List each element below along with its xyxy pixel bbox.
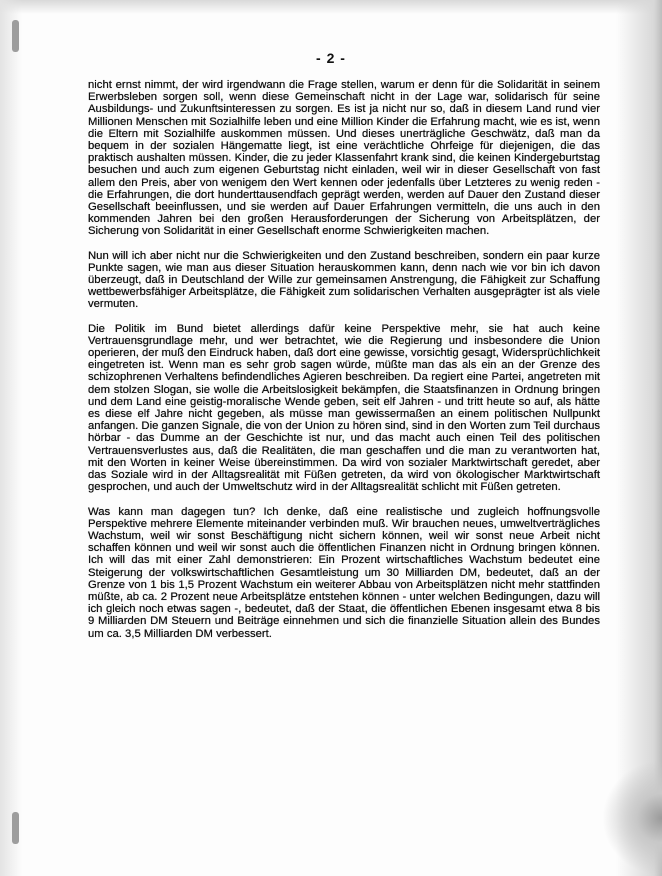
scan-shadow-right <box>616 0 662 876</box>
punch-hole-bottom <box>12 812 19 844</box>
paragraph: Die Politik im Bund bietet allerdings dafür keine Perspektive mehr, sie hat auch keine Vertrauensgrundlage mehr, und wer betrachtet, wie die Regierung und insbesondere die Union operieren, der muß den Eindruck haben, daß dort eine gewisse, vorsichtig gesagt, Widersprüchlichkeit eingetreten ist. Wenn man es sehr grob sagen würde, müßte man das als ein an der Grenze des schizophrenen Verhaltens befindendliches Agieren beschreiben. Da regiert eine Partei, angetreten mit dem stolzen Slogan, sie wolle die Arbeitslosigkeit bekämpfen, die Staatsfinanzen in Ordnung bringen und dem Land eine geistig-moralische Wende geben, seit elf Jahren - und tritt heute so auf, als hätte es diese elf Jahre nicht gegeben, als müsse man gewissermaßen an einem politischen Nullpunkt anfangen. Die ganzen Signale, die von der Union zu hören sind, sind in den Worten zum Teil durchaus hörbar - das Dumme an der Geschichte ist nur, und das macht auch einen Teil des politischen Vertrauensverlustes aus, daß die Realitäten, die man geschaffen und die man zu verantworten hat, mit den Worten in keiner Weise übereinstimmen. Da wird von sozialer Marktwirtschaft geredet, aber das Soziale wird in der Alltagsrealität mit Füßen getreten, da wird von ökologischer Marktwirtschaft gesprochen, und auch der Umweltschutz wird in der Alltagsrealität schlicht mit Füßen getreten. <box>88 322 600 494</box>
scan-noise <box>602 760 662 876</box>
paragraph: Nun will ich aber nicht nur die Schwierigkeiten und den Zustand beschreiben, sondern ein paar kurze Punkte sagen, wie man aus dieser Situation herauskommen kann, denn nach wie vor bin ich davon überzeugt, daß in Deutschland der Wille zur gemeinsamen Anstrengung, die Fähigkeit zur Schaffung wettbewerbsfähiger Arbeitsplätze, die Fähigkeit zum solidarischen Verhalten ausgeprägter ist als viele vermuten. <box>88 249 600 311</box>
paragraph: nicht ernst nimmt, der wird irgendwann die Frage stellen, warum er denn für die Solidarität in seinem Erwerbsleben sorgen soll, wenn diese Gemeinschaft nicht in der Lage war, solidarisch für seine Ausbildungs- und Zukunftsinteressen zu sorgen. Es ist ja nicht nur so, daß in diesem Land rund vier Millionen Menschen mit Sozialhilfe leben und eine Million Kinder die Erfahrung macht, wie es ist, wenn die Eltern mit Sozialhilfe auskommen müssen. Und dieses unerträgliche Geschwätz, daß man da bequem in der sozialen Hängematte liegt, ist eine verächtliche Ohrfeige für diejenigen, die das praktisch aushalten müssen. Kinder, die zu jeder Klassenfahrt krank sind, die keinen Kindergeburtstag besuchen und auch zum eigenen Geburtstag nicht einladen, weil wir in dieser Gesellschaft von fast allem den Preis, aber von wenigem den Wert kennen oder jedenfalls über Letzteres zu wenig reden - die Erfahrungen, die dort hunderttausendfach geprägt werden, werden auf Dauer den Zustand dieser Gesellschaft beeinflussen, und sie werden auf Dauer Erfahrungen vermitteln, die uns auch in den kommenden Jahren bei den großen Herausforderungen der Sicherung von Arbeitsplätzen, der Sicherung von Solidarität in einer Gesellschaft enorme Schwierigkeiten machen. <box>88 79 600 238</box>
punch-hole-top <box>12 20 19 52</box>
document-body <box>88 79 600 652</box>
paragraph: Was kann man dagegen tun? Ich denke, daß eine realistische und zugleich hoffnungsvolle Perspektive mehrere Elemente miteinander verbinden muß. Wir brauchen neues, umweltverträgliches Wachstum, weil wir sonst Beschäftigung nicht sichern können, weil wir sonst neue Arbeit nicht schaffen können und weil wir sonst auch die öffentlichen Finanzen nicht in Ordnung bringen können. Ich will das mit einer Zahl demonstrieren: Ein Prozent wirtschaftliches Wachstum bedeutet eine Steigerung der volkswirtschaftlichen Gesamtleistung um 30 Milliarden DM, bedeutet, daß an der Grenze von 1 bis 1,5 Prozent Wachstum ein weiterer Abbau von Arbeitsplätzen nicht mehr stattfinden müßte, ab ca. 2 Prozent neue Arbeitsplätze entstehen können - unter welchen Bedingungen, dazu will ich gleich noch etwas sagen -, bedeutet, daß der Staat, die öffentlichen Ebenen insgesamt etwa 8 bis 9 Milliarden DM Steuern und Beiträge einnehmen und sich die finanzielle Situation allein des Bundes um ca. 3,5 Milliarden DM verbessert. <box>88 505 600 640</box>
page-number: - 2 - <box>316 50 346 66</box>
scan-shadow-left <box>0 0 22 876</box>
scan-shadow-top <box>0 0 662 14</box>
